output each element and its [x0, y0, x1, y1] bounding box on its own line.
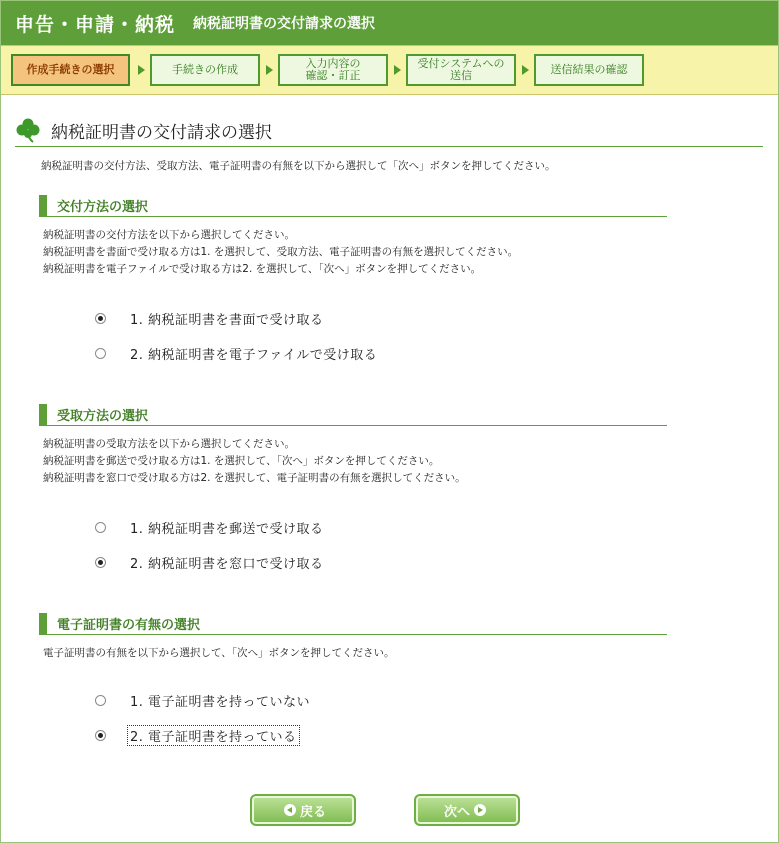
step-arrow-icon — [394, 65, 401, 75]
radio-label[interactable]: 2. 電子証明書を持っている — [128, 726, 299, 745]
section-description — [43, 227, 667, 278]
radio-label[interactable]: 2. 納税証明書を窓口で受け取る — [130, 557, 324, 572]
description-line: 電子証明書の有無を以下から選択して、「次へ」ボタンを押してください。 — [43, 647, 395, 659]
section-title: 電子証明書の有無の選択 — [39, 613, 667, 635]
radio-option-mail[interactable] — [95, 518, 326, 537]
next-button-label: 次へ — [443, 804, 470, 820]
radio-option-paper[interactable] — [95, 309, 326, 328]
radio-button[interactable] — [95, 557, 106, 568]
description-line: 納税証明書を郵送で受け取る方は1. を選択して、「次へ」ボタンを押してください。 — [43, 455, 440, 467]
radio-label[interactable]: 1. 電子証明書を持っていない — [130, 695, 311, 710]
radio-button[interactable] — [95, 522, 106, 533]
description-line: 納税証明書を窓口で受け取る方は2. を選択して、電子証明書の有無を選択してください。 — [43, 472, 466, 484]
step-send-to-system: 受付システムへの 送信 — [406, 54, 516, 86]
page-heading — [15, 114, 763, 147]
radio-label[interactable]: 1. 納税証明書を書面で受け取る — [130, 313, 324, 328]
section-delivery-method — [39, 195, 667, 363]
step-arrow-icon — [266, 65, 273, 75]
description-line: 納税証明書を書面で受け取る方は1. を選択して、受取方法、電子証明書の有無を選択してください。 — [43, 246, 519, 258]
section-title: 受取方法の選択 — [39, 404, 667, 426]
radio-option-counter[interactable] — [95, 553, 326, 572]
back-button[interactable] — [250, 794, 356, 826]
section-e-certificate — [39, 613, 667, 745]
right-arrow-icon — [474, 804, 486, 816]
radio-button[interactable] — [95, 313, 106, 324]
section-receipt-method — [39, 404, 667, 572]
step-check-result: 送信結果の確認 — [534, 54, 644, 86]
description-line: 納税証明書の受取方法を以下から選択してください。 — [43, 438, 295, 450]
radio-button[interactable] — [95, 695, 106, 706]
intro-text: 納税証明書の交付方法、受取方法、電子証明書の有無を以下から選択して「次へ」ボタンを押してください。 — [41, 160, 556, 172]
section-description — [43, 645, 667, 662]
radio-button[interactable] — [95, 348, 106, 359]
radio-option-has-certificate[interactable] — [95, 726, 299, 745]
back-button-label: 戻る — [299, 804, 326, 820]
radio-option-no-certificate[interactable] — [95, 691, 312, 710]
step-select-procedure: 作成手続きの選択 — [11, 54, 130, 86]
step-progress-bar — [1, 45, 778, 95]
sub-title: 納税証明書の交付請求の選択 — [193, 16, 376, 32]
section-description — [43, 436, 667, 487]
description-line: 納税証明書を電子ファイルで受け取る方は2. を選択して、「次へ」ボタンを押してください。 — [43, 263, 482, 275]
radio-label[interactable]: 1. 納税証明書を郵送で受け取る — [130, 522, 324, 537]
step-arrow-icon — [522, 65, 529, 75]
description-line: 納税証明書の交付方法を以下から選択してください。 — [43, 229, 295, 241]
page-heading-text: 納税証明書の交付請求の選択 — [51, 122, 272, 143]
step-confirm-input: 入力内容の 確認・訂正 — [278, 54, 388, 86]
clover-icon — [15, 117, 41, 143]
step-arrow-icon — [138, 65, 145, 75]
radio-button[interactable] — [95, 730, 106, 741]
header-bar — [1, 1, 778, 45]
left-arrow-icon — [284, 804, 296, 816]
next-button[interactable] — [414, 794, 520, 826]
radio-option-electronic-file[interactable] — [95, 344, 379, 363]
main-title: 申告・申請・納税 — [15, 13, 176, 36]
section-title: 交付方法の選択 — [39, 195, 667, 217]
radio-label[interactable]: 2. 納税証明書を電子ファイルで受け取る — [130, 348, 378, 363]
step-create-procedure: 手続きの作成 — [150, 54, 260, 86]
